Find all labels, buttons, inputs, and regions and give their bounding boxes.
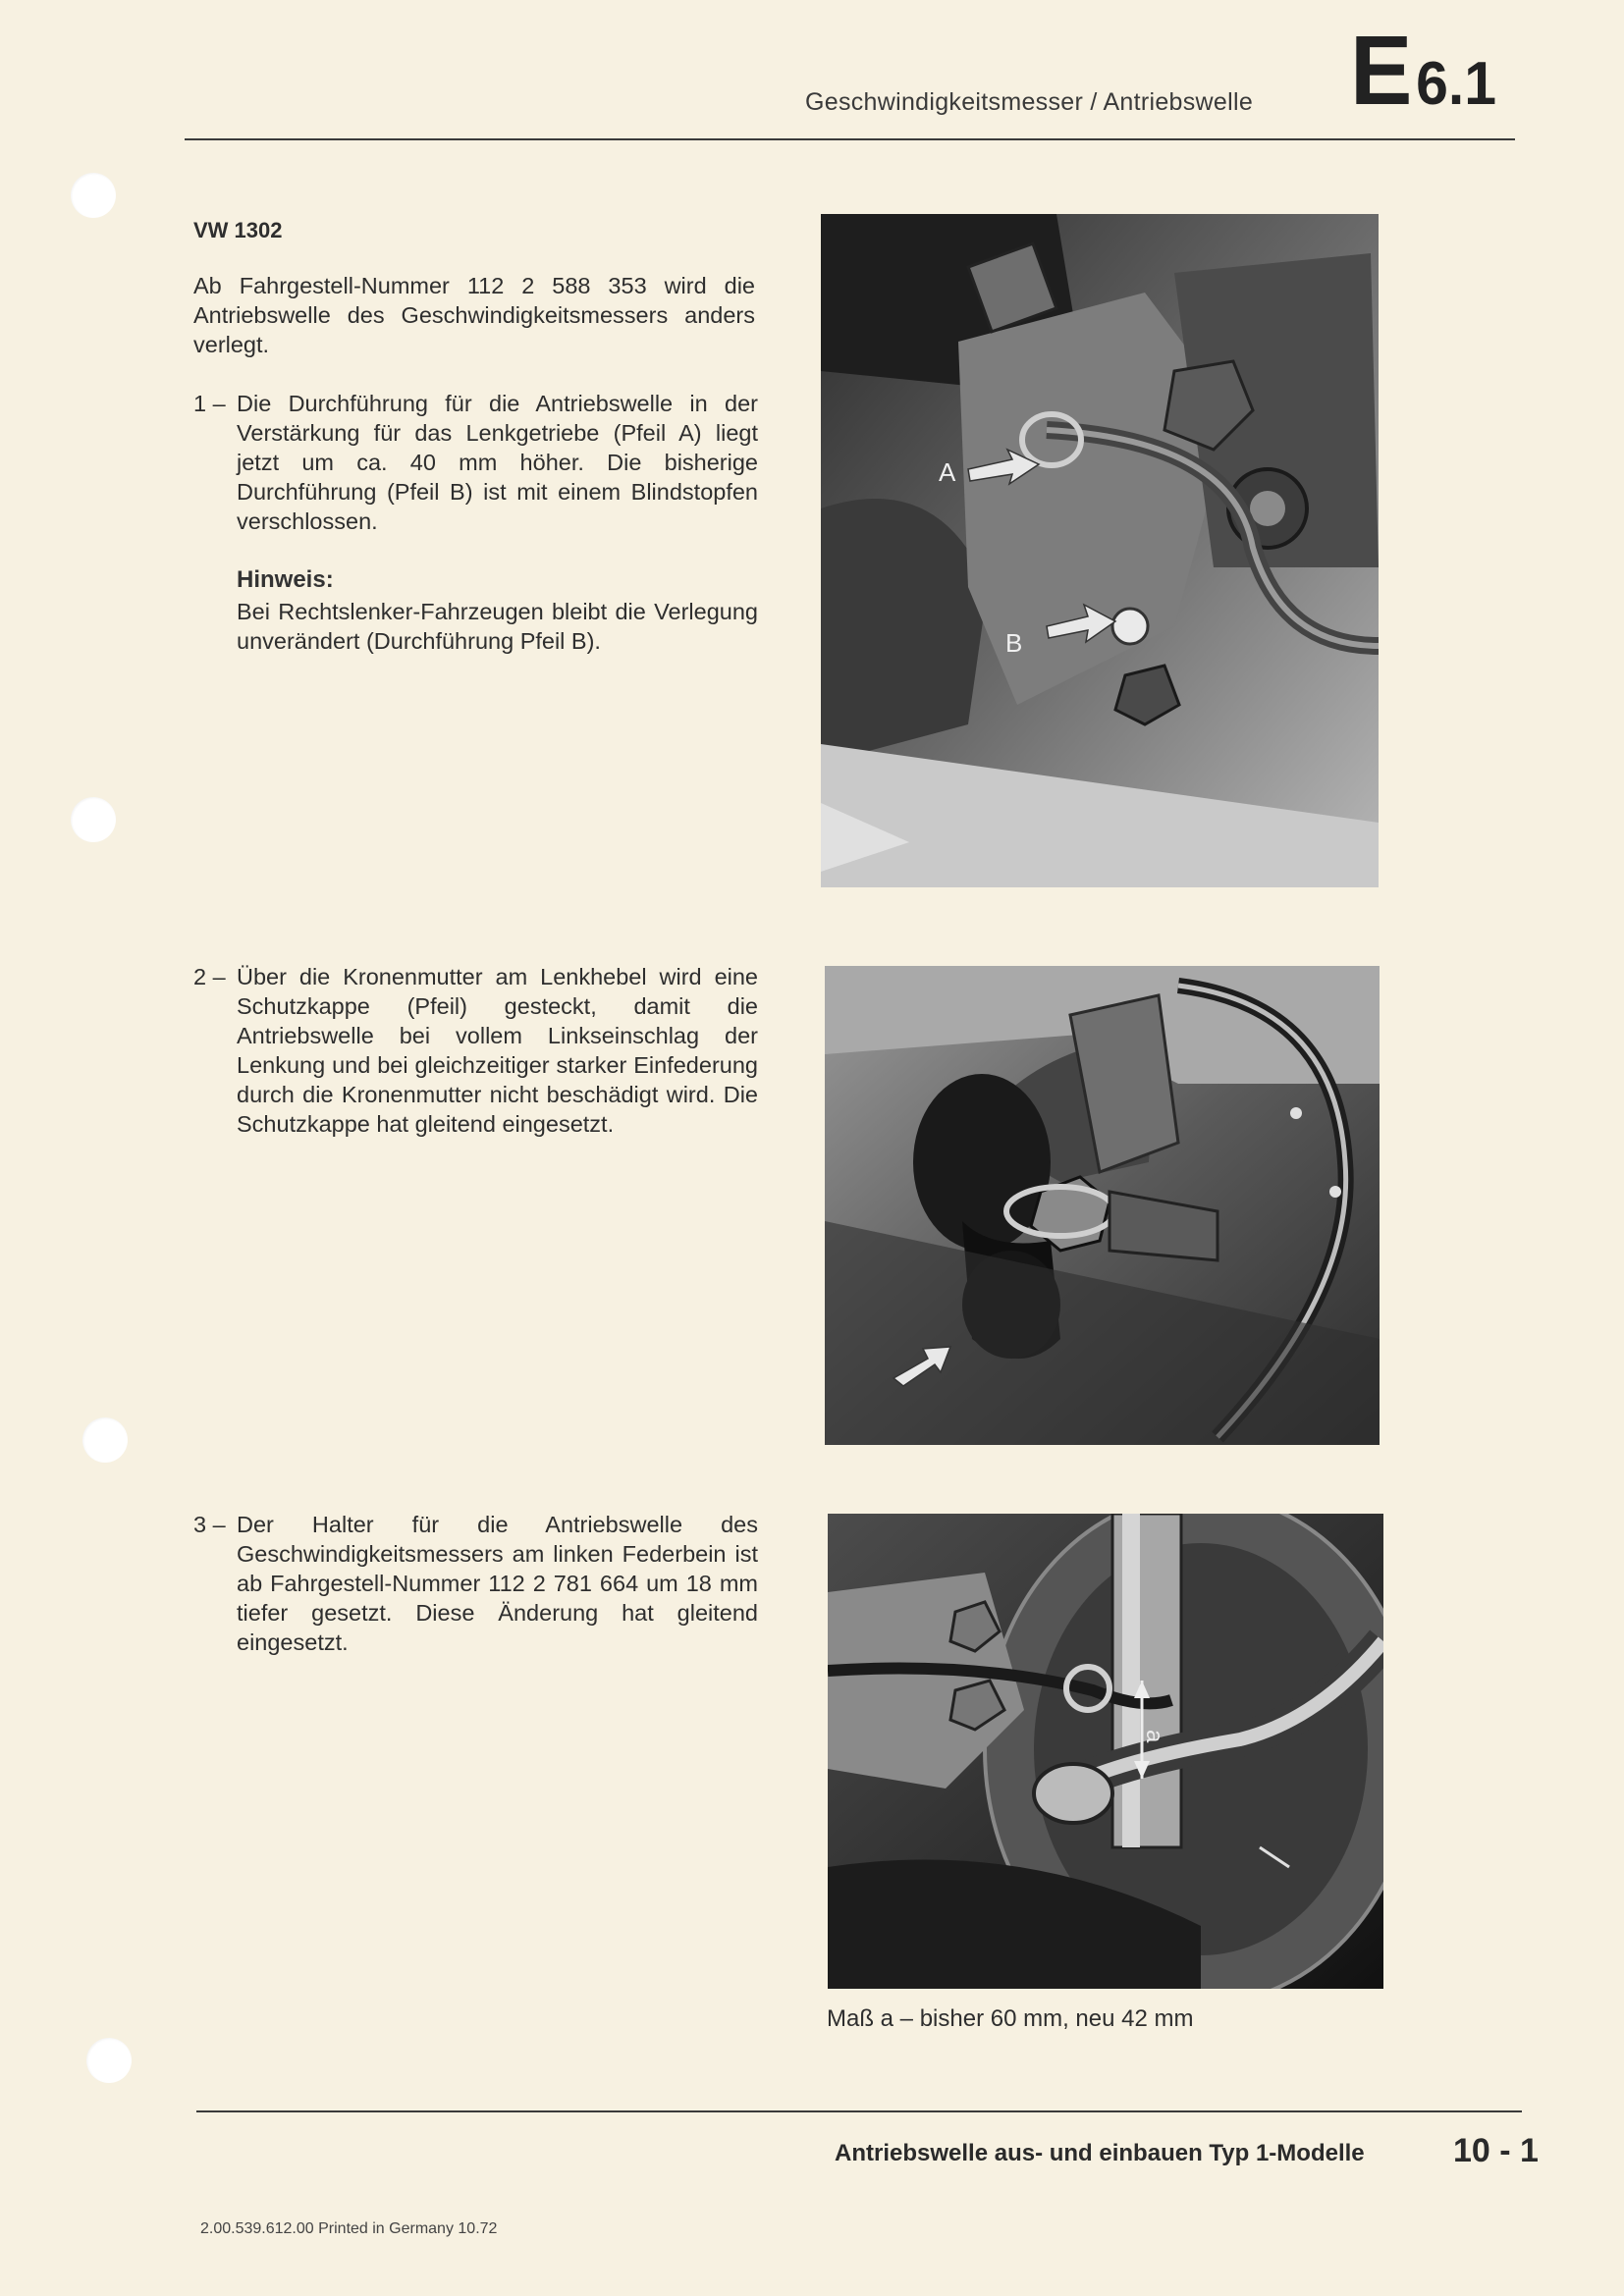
intro-paragraph: Ab Fahrgestell-Nummer 112 2 588 353 wird die Antriebswelle des Geschwindigkeitsmessers anders verlegt.: [193, 273, 755, 357]
list-item-2: [193, 962, 758, 1139]
punch-hole: [71, 797, 116, 842]
note-text: Bei Rechtslenker-Fahrzeugen bleibt die Verlegung unverändert (Durchführung Pfeil B).: [237, 599, 758, 654]
list-item-text: Die Durchführung für die Antriebswelle in der Verstärkung für das Lenkgetriebe (Pfeil A) liegt jetzt um ca. 40 mm höher. Die bisherige Durchführung (Pfeil B) ist mit einem Blindstopfen verschlossen.: [237, 391, 758, 534]
photo-protective-cap: [825, 966, 1380, 1445]
photo-3-illustration: [828, 1514, 1383, 1989]
list-item-text: Der Halter für die Antriebswelle des Geschwindigkeitsmessers am linken Federbein ist ab Fahrgestell-Nummer 112 2 781 664 um 18 mm tiefer gesetzt. Diese Änderung hat gleitend eingesetzt.: [237, 1512, 758, 1655]
model-label: VW 1302: [193, 218, 283, 242]
footer-rule: [196, 2110, 1522, 2112]
note-heading: Hinweis:: [237, 566, 334, 593]
photo-caption: Maß a – bisher 60 mm, neu 42 mm: [827, 2005, 1194, 2032]
photo-strut-bracket: [828, 1514, 1383, 1989]
header-rule: [185, 138, 1515, 140]
punch-hole: [82, 1417, 128, 1463]
list-item-1: [193, 389, 758, 536]
punch-hole: [86, 2038, 132, 2083]
print-info: 2.00.539.612.00 Printed in Germany 10.72: [200, 2220, 498, 2237]
photo-2-illustration: [825, 966, 1380, 1445]
section-code-letter: E: [1350, 16, 1413, 126]
list-item-3: [193, 1510, 758, 1657]
list-item-number: 3 –: [193, 1512, 226, 1537]
section-title: Geschwindigkeitsmesser / Antriebswelle: [805, 88, 1254, 116]
page-number: 10 - 1: [1453, 2132, 1539, 2169]
photo-steering-reinforcement: [821, 214, 1379, 887]
arrow-label-b: B: [1005, 628, 1023, 658]
punch-hole: [71, 173, 116, 218]
photo-1-illustration: [821, 214, 1379, 887]
section-code: [1350, 16, 1497, 126]
arrow-label-a: A: [939, 457, 956, 487]
section-code-number: 6.1: [1416, 50, 1497, 118]
list-item-number: 1 –: [193, 391, 226, 416]
footer-title: Antriebswelle aus- und einbauen Typ 1-Modelle: [835, 2140, 1365, 2166]
list-item-text: Über die Kronenmutter am Lenkhebel wird eine Schutzkappe (Pfeil) gesteckt, damit die Antriebswelle bei vollem Linkseinschlag der Lenkung und bei gleichzeitiger starker Einfederung durch die Kronenmutter nicht beschädigt wird. Die Schutzkappe hat gleitend eingesetzt.: [237, 964, 758, 1137]
list-item-number: 2 –: [193, 964, 226, 989]
dimension-label-a: a: [1141, 1730, 1167, 1743]
